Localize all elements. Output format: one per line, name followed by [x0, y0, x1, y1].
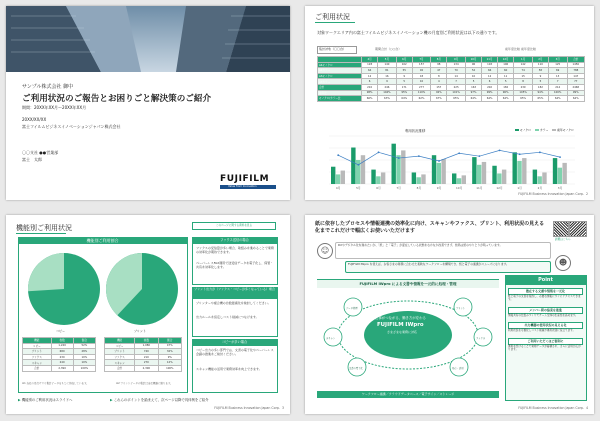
title-underline	[16, 233, 66, 234]
panel-header: 機能別ご利用割合	[18, 237, 187, 244]
note-right: ※2 プリントデータの集計は当社機器に限ります。	[116, 382, 173, 385]
slide-4-iwpro[interactable]	[305, 215, 594, 414]
bar	[472, 157, 476, 184]
trend-point	[559, 156, 561, 158]
to-function-detail-link[interactable]: ▶ 機能別のご利用状況はスライドへ	[18, 398, 73, 402]
hub-name: FUJIFILM IWpro	[377, 322, 424, 328]
print-advice-1: プリンターや複合機の台数最適化を検討してください。	[196, 301, 271, 305]
function-table-right: 機能 枚数 割合 コピー 1,080 47% プリント 740 32% ファクス 210 9% スキャン 270 12% 合計 2,300 100%	[104, 337, 182, 372]
bar	[522, 158, 526, 184]
qr-label: 詳細はこちら	[555, 238, 571, 241]
legend-prev: 前年モノクロ	[552, 128, 574, 132]
trend-line	[338, 150, 560, 164]
to-next-page-link[interactable]: ▶ これらのポイントを踏まえて、次ページ以降で具体例をご紹介	[110, 398, 209, 402]
trend-point	[337, 154, 339, 156]
arrow-right-icon: ▶	[110, 398, 113, 402]
customer-avatar-icon: ☺	[317, 243, 333, 259]
hub-line-1: 仕事がつながる、働き方が変わる	[375, 316, 426, 320]
bar	[376, 176, 380, 184]
department: 〇〇支社 ●●営業部	[22, 150, 59, 155]
bar	[416, 177, 420, 184]
chart-legend	[515, 128, 574, 132]
building-photo	[6, 6, 290, 72]
presenter-name: 富士 太郎	[22, 157, 42, 162]
legend-mono: モノクロ	[515, 128, 531, 132]
presentation-title: ご利用状況のご報告とお困りごと解決策のご紹介	[22, 94, 212, 104]
node-br-label: 共有・活用	[452, 366, 464, 370]
bar	[492, 166, 496, 184]
x-tick-label: 12月	[496, 186, 503, 190]
slide-2-usage[interactable]	[305, 6, 594, 200]
legend-right: 前年度比較 前年度比較	[505, 47, 536, 51]
slide3-title: 機能別ご利用状況	[16, 224, 72, 232]
slide2-intro: 対象ワークエリア内の富士フイルムビジネスイノベーション機の月度別ご利用状況は以下の通りです。	[317, 30, 500, 35]
print-advice-header: プリント出力が（ファクス・コピーが多くなっている）場合	[192, 287, 277, 299]
slide4-title: 紙に依存したプロセスや情報連携の効率化に向け、スキャンやファクス、プリント、利用状況の見える化までこれだけで幅広くお使いいただけます	[315, 221, 545, 234]
sales-avatar-icon: ☻	[555, 255, 571, 271]
legend-box-text: 集計対象（〇〇台）	[319, 47, 347, 51]
usage-table: 4月 5月 6月 7月 8月 9月 10月 11月 12月 1月 2月 3月 合計 A4モノクロ 128 140 102 157 98 134 96 118 106 142 110 125 1456 A4カラー 64 81 55 92 47 70 52 66 60 74 58 69 788 A3モノクロ 12 16 9 18 8 14 10 12 11 15 9 13 147 A3カラー 6 9 5 10 4 7 5 6 5 8 5 7 77 合計 210 246 171 277 157 225 163 202 182 239 182 214 2468 前年比 98% 104% 95% 110% 92% 101% 97% 99% 96% 105% 94% 100% 99% モノクロ/カラー比 66% 63% 64% 62% 67% 65% 64% 64% 64% 65% 65% 64% 64%	[317, 56, 585, 102]
bar	[562, 163, 566, 184]
copy-advice-1: コピー出力の多い部門では、文書の電子化やペーパーレス会議の推進をご検討ください。	[196, 348, 274, 357]
point-item: 散在する文書や情報を一元化 紙と電子の文書を集約し、必要な情報にすぐにアクセスできます。	[508, 288, 583, 302]
bar	[437, 163, 441, 184]
qr-code-icon[interactable]	[553, 221, 569, 237]
note-left: ※1 当社の月次サマリ集計データをもとに作成しています。	[22, 382, 89, 385]
bar	[477, 165, 481, 184]
bar	[401, 150, 405, 184]
function-pie-charts	[24, 249, 184, 333]
related-docs-button[interactable]: このページに関する資料を見る	[192, 222, 276, 230]
trend-point	[478, 155, 480, 157]
trend-point	[398, 157, 400, 159]
hub-line-2: さまざまな業務に対応	[387, 330, 418, 334]
point-item: ご利用いただくほど便利に 運用を続けることで業務データが蓄積され、さらに活用が広がります。	[508, 338, 583, 352]
x-tick-label: 5月	[356, 186, 361, 190]
node-tl-label: データ管理	[346, 306, 358, 310]
trend-point	[519, 153, 521, 155]
bar	[412, 172, 416, 184]
usage-bar-chart	[319, 134, 581, 192]
x-tick-label: 9月	[436, 186, 442, 190]
bar	[533, 170, 537, 184]
bar	[462, 175, 466, 184]
print-advice-2: 出力ルールを設定しコスト削減につなげます。	[196, 315, 259, 319]
bar	[371, 170, 375, 184]
node-r-label: ファクス	[476, 336, 486, 340]
pie2-label: プリント	[134, 329, 146, 333]
bar	[341, 171, 345, 184]
x-tick-label: 11月	[476, 186, 483, 190]
title-underline	[315, 22, 355, 23]
report-period: 期間：20XX年XX月～20XX年XX月	[22, 105, 87, 110]
x-tick-label: 2月	[537, 186, 543, 190]
trend-point	[539, 151, 541, 153]
copy-advice-header: コピーが多い場合	[192, 339, 277, 346]
copy-advice-2: スキャン機能の活用で業務効率を向上できます。	[196, 367, 262, 371]
function-table-left: 機能 枚数 割合 コピー 1,240 52% プリント 680 28% ファクス 230 10% スキャン 240 10% 合計 2,390 100%	[22, 337, 96, 372]
point-header: Point	[505, 275, 586, 285]
client-name: サンプル株式会社 御中	[22, 84, 74, 90]
slide2-footer: FUJIFILM Business Innovation Japan Corp. 2	[518, 192, 588, 196]
bar	[457, 178, 461, 184]
x-tick-label: 3月	[557, 186, 563, 190]
bar	[537, 176, 541, 184]
bar	[517, 161, 521, 184]
slide2-title: ご利用状況	[315, 13, 350, 21]
bar	[497, 173, 501, 184]
bar	[542, 172, 546, 184]
x-tick-label: 4月	[335, 186, 341, 190]
trend-point	[458, 152, 460, 154]
slide4-footer: FUJIFILM Business Innovation Japan Corp. 4	[518, 406, 588, 410]
bar	[558, 168, 562, 184]
report-date: 20XX/XX/XX	[22, 117, 47, 122]
legend-note: 期間合計（○○台）	[375, 47, 402, 51]
fax-advice-1: ファクスの受信量が多い場合、取組みを進めることで業務の効率化が期待できます。	[196, 246, 274, 255]
bar	[421, 174, 425, 184]
bar	[441, 159, 445, 184]
x-tick-label: 8月	[416, 186, 422, 190]
bar	[553, 158, 557, 184]
fujifilm-logo: FUJIFILM	[220, 174, 270, 184]
bar	[392, 144, 396, 184]
x-tick-label: 10月	[456, 186, 463, 190]
iwpro-banner: FUJIFILM IWpro による文書や情報を一元的に処理・管理	[317, 279, 499, 288]
point-item: メンバー間の協業を推進 情報共有の仕組みづくりでチーム全体の生産性を高めます。	[508, 307, 583, 317]
bar	[396, 155, 400, 184]
bar	[513, 152, 517, 184]
trend-point	[378, 151, 380, 153]
node-tr-label: プリント	[456, 306, 466, 310]
chart-title: 利用状況推移	[405, 129, 426, 133]
logo-tagline: Value from Innovation	[228, 185, 257, 189]
bar	[502, 170, 506, 184]
node-bl-label: 文書の電子化	[349, 366, 363, 370]
x-tick-label: 7月	[396, 186, 401, 190]
fax-advice-header: ファクス送信の場合	[192, 237, 277, 244]
pie1-label: コピー	[56, 329, 65, 333]
point-item: 出力機器の使用状況の見える化 利用状況を可視化しコスト削減や運用改善に役立てます。	[508, 322, 583, 332]
bar	[336, 174, 340, 184]
pie-print	[106, 253, 178, 325]
legend-color: カラー	[535, 128, 548, 132]
bar	[351, 148, 355, 184]
bar	[482, 162, 486, 184]
customer-speech-text: DXやデジタル化を進めたいが、「紙」と「電子」が混在している状態をなかなか改善できず、結局は紙のやりとりが残っています。	[338, 243, 503, 247]
company-name: 富士フイルムビジネスイノベーションジャパン株式会社	[22, 124, 121, 129]
trend-point	[418, 155, 420, 157]
bar	[361, 155, 365, 184]
bar	[452, 173, 456, 184]
trend-point	[438, 160, 440, 162]
slide3-footer: FUJIFILM Business Innovation Japan Corp. 3	[214, 406, 284, 410]
slide-3-function-usage[interactable]	[6, 215, 290, 414]
trend-point	[357, 164, 359, 166]
qr-code-icon[interactable]	[569, 221, 587, 237]
pie1-slice	[28, 253, 64, 291]
x-tick-label: 6月	[376, 186, 381, 190]
iwpro-diagram	[317, 289, 499, 389]
point-list	[508, 288, 583, 351]
integration-bar: ワークフロー連携／クラウドデータベース／電子サイン／ストレージ	[317, 391, 499, 398]
bar	[381, 172, 385, 184]
node-l-label: スキャン	[326, 336, 336, 340]
x-tick-label: 1月	[517, 186, 522, 190]
fax-advice-2: ペーパーレスFAX運用で送受信データを電子化し、保管・共有を効率化します。	[196, 261, 274, 270]
trend-point	[499, 150, 501, 152]
proposal-speech-text: FUJIFILM IWpro を使えば、お客さまの業務に合わせた柔軟なワークフローを構築でき、紙と電子の連携がスムーズになります。	[348, 261, 509, 266]
arrow-right-icon: ▶	[18, 398, 21, 402]
pie-copy	[28, 253, 100, 325]
slide-1-title[interactable]	[6, 6, 290, 200]
bar	[331, 167, 335, 184]
